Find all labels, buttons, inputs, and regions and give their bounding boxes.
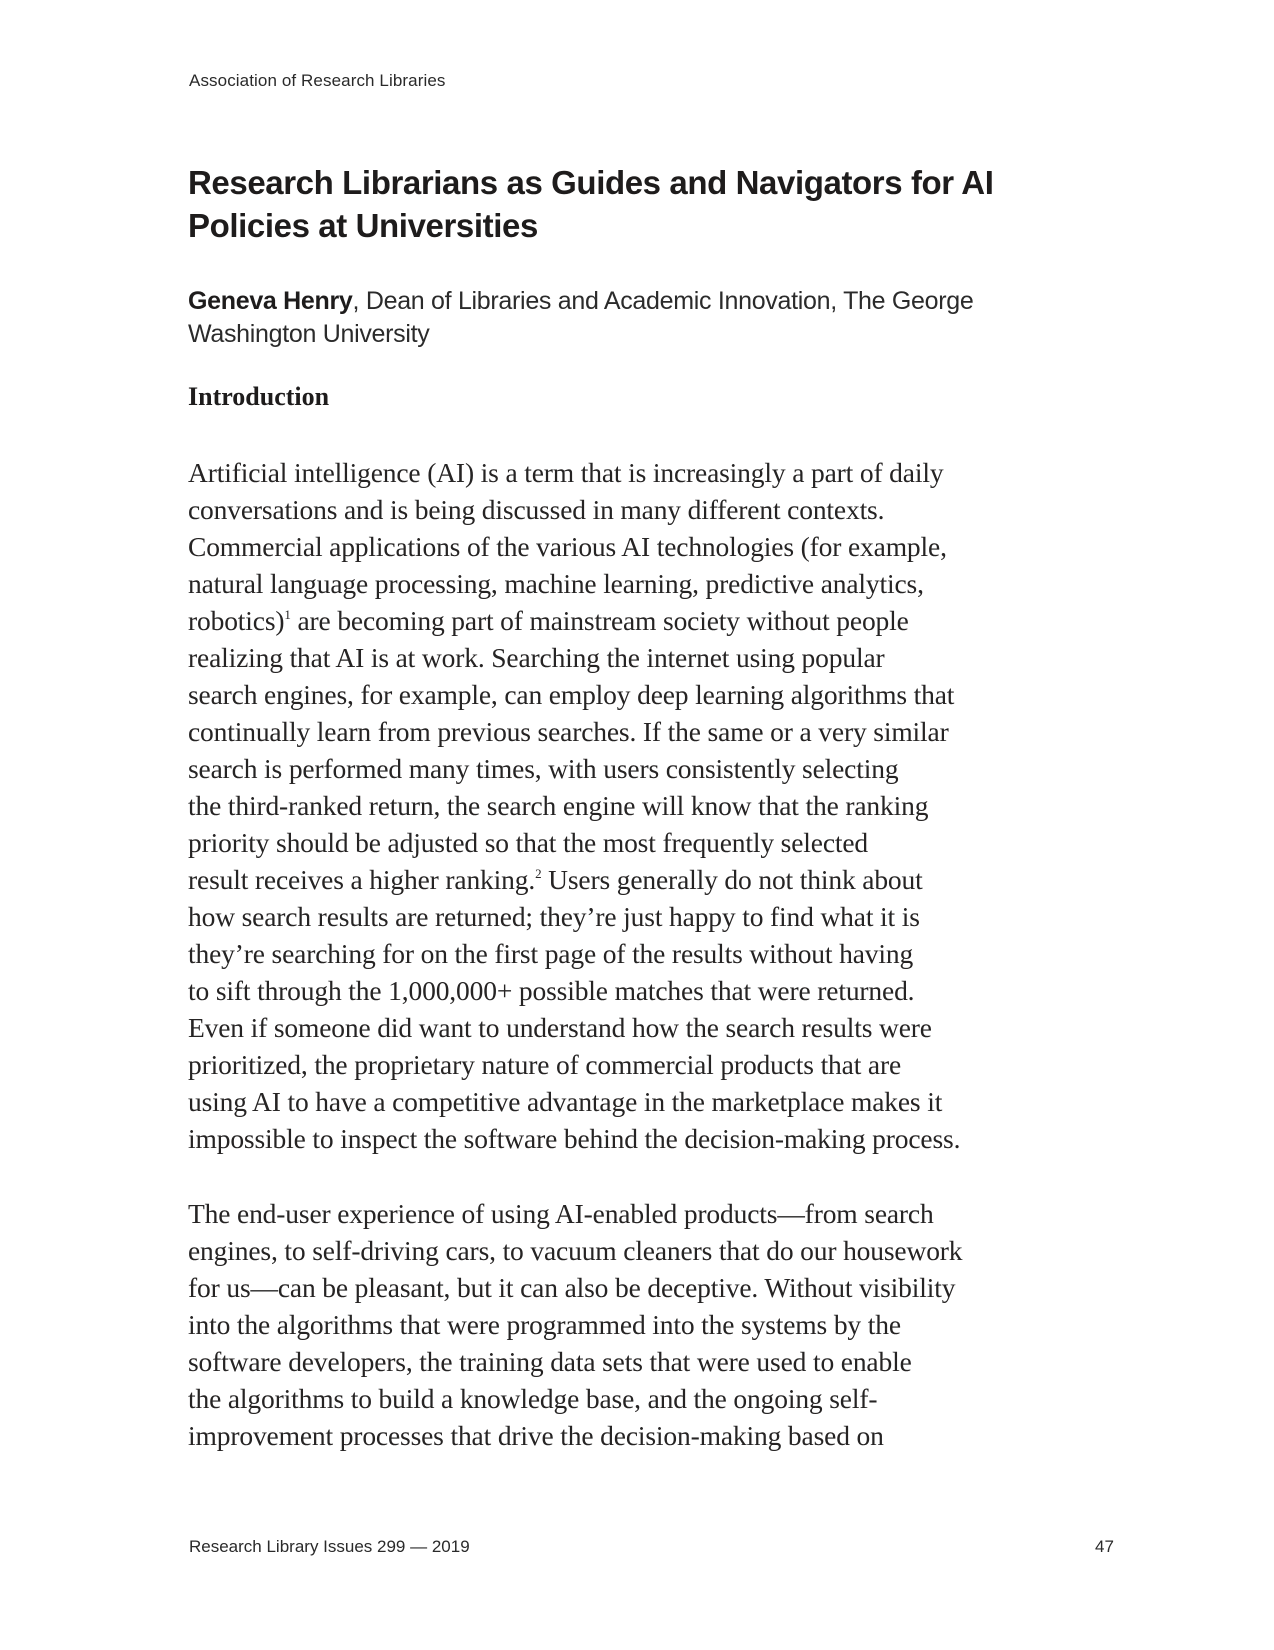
line-text: prioritized, the proprietary nature of commercial products that are	[188, 1049, 902, 1080]
page-number: 47	[1095, 1537, 1114, 1556]
line-text: impossible to inspect the software behind the decision-making process.	[188, 1123, 961, 1154]
footnote-marker[interactable]: 2	[535, 866, 542, 881]
line-text: Artificial intelligence (AI) is a term that is increasingly a part of daily	[188, 457, 944, 488]
paragraph-line	[188, 454, 1168, 491]
footer-publication: Research Library Issues 299 — 2019	[189, 1537, 470, 1556]
paragraph-line	[188, 1083, 1168, 1120]
line-text: search engines, for example, can employ deep learning algorithms that	[188, 679, 955, 710]
section-heading: Introduction	[188, 382, 330, 411]
paragraph-line	[188, 1120, 1168, 1157]
line-text: improvement processes that drive the decision-making based on	[188, 1420, 884, 1451]
paragraph-line	[188, 602, 1168, 639]
paragraph-line	[188, 787, 1168, 824]
running-header: Association of Research Libraries	[189, 71, 446, 90]
line-text: for us—can be pleasant, but it can also be deceptive. Without visibility	[188, 1272, 956, 1303]
line-text: engines, to self-driving cars, to vacuum cleaners that do our housework	[188, 1235, 963, 1266]
paragraph-line	[188, 1306, 1168, 1343]
line-text: Commercial applications of the various AI technologies (for example,	[188, 531, 947, 562]
line-text: to sift through the 1,000,000+ possible matches that were returned.	[188, 975, 915, 1006]
line-text: continually learn from previous searches. If the same or a very similar	[188, 716, 949, 747]
paragraph-line	[188, 972, 1168, 1009]
line-text: robotics)	[188, 605, 285, 636]
line-text: conversations and is being discussed in many different contexts.	[188, 494, 885, 525]
paragraph-line	[188, 1046, 1168, 1083]
paragraph-line	[188, 1380, 1168, 1417]
author-byline	[188, 285, 1148, 351]
paragraph-line	[188, 491, 1168, 528]
article-title	[188, 161, 1128, 247]
line-text: using AI to have a competitive advantage in the marketplace makes it	[188, 1086, 943, 1117]
line-text: natural language processing, machine learning, predictive analytics,	[188, 568, 924, 599]
author-byline-line	[188, 285, 1148, 318]
paragraph-line	[188, 1009, 1168, 1046]
paragraph-line	[188, 898, 1168, 935]
line-text: The end-user experience of using AI-enabled products—from search	[188, 1198, 934, 1229]
paragraph-line	[188, 750, 1168, 787]
line-text: they’re searching for on the first page of the results without having	[188, 938, 914, 969]
paragraph-line	[188, 861, 1168, 898]
paragraph-line	[188, 1232, 1168, 1269]
line-text: realizing that AI is at work. Searching the internet using popular	[188, 642, 885, 673]
line-text: into the algorithms that were programmed into the systems by the	[188, 1309, 901, 1340]
footnote-marker[interactable]: 1	[284, 607, 291, 622]
paragraph-line	[188, 935, 1168, 972]
paragraph-line	[188, 1195, 1168, 1232]
line-text: the algorithms to build a knowledge base, and the ongoing self-	[188, 1383, 878, 1414]
line-text: are becoming part of mainstream society without people	[290, 605, 909, 636]
line-text: Even if someone did want to understand how the search results were	[188, 1012, 932, 1043]
body-paragraph	[188, 454, 1168, 1157]
paragraph-line	[188, 676, 1168, 713]
author-name: Geneva Henry	[188, 287, 353, 315]
body-paragraph	[188, 1195, 1168, 1454]
paragraph-line	[188, 1343, 1168, 1380]
line-text: software developers, the training data sets that were used to enable	[188, 1346, 912, 1377]
line-text: priority should be adjusted so that the most frequently selected	[188, 827, 869, 858]
paragraph-line	[188, 1417, 1168, 1454]
paragraph-line	[188, 639, 1168, 676]
paragraph-line	[188, 565, 1168, 602]
line-text: result receives a higher ranking.	[188, 864, 536, 895]
author-affiliation: , Dean of Libraries and Academic Innovation, The George	[352, 287, 974, 315]
author-affiliation-line: Washington University	[188, 320, 430, 348]
line-text: search is performed many times, with users consistently selecting	[188, 753, 899, 784]
paragraph-line	[188, 824, 1168, 861]
line-text: Users generally do not think about	[541, 864, 923, 895]
paragraph-line	[188, 713, 1168, 750]
paragraph-line	[188, 1269, 1168, 1306]
article-title-line: Policies at Universities	[188, 207, 538, 244]
article-title-line: Research Librarians as Guides and Navigators for AI	[188, 164, 994, 201]
line-text: the third-ranked return, the search engine will know that the ranking	[188, 790, 929, 821]
paragraph-line	[188, 528, 1168, 565]
line-text: how search results are returned; they’re just happy to find what it is	[188, 901, 920, 932]
